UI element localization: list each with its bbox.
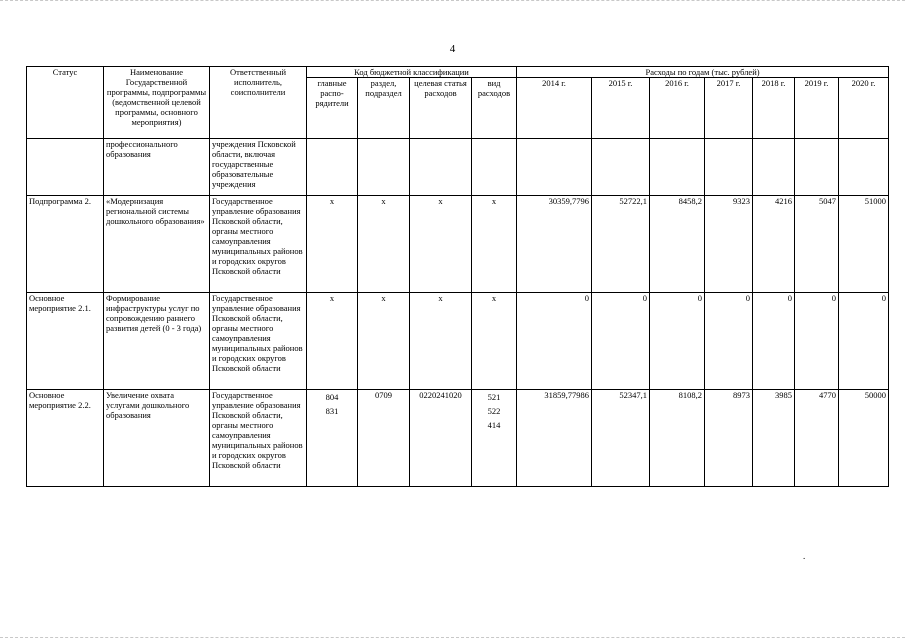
header-year: 2017 г. <box>705 78 753 139</box>
header-budget-code: Код бюджетной классификации <box>307 67 517 78</box>
cell-code <box>358 139 410 196</box>
cell-responsible: учреждения Псковской области, включая государственные образовательные учреждения <box>210 139 307 196</box>
cell-code <box>410 139 472 196</box>
cell-value <box>650 139 705 196</box>
header-responsible: Ответственный исполнитель, соисполнители <box>210 67 307 139</box>
cell-status: Основное мероприятие 2.2. <box>27 390 104 487</box>
cell-value: 30359,7796 <box>517 196 592 293</box>
table-row <box>27 139 889 196</box>
cell-value: 31859,77986 <box>517 390 592 487</box>
cell-value: 0 <box>705 293 753 390</box>
cell-value <box>592 139 650 196</box>
header-year: 2015 г. <box>592 78 650 139</box>
table-row <box>27 196 889 293</box>
header-chief-administrators: главные распо-рядители <box>307 78 358 139</box>
cell-value: 0 <box>753 293 795 390</box>
cell-value: 0 <box>592 293 650 390</box>
cell-code: 0709 <box>358 390 410 487</box>
cell-value <box>753 139 795 196</box>
cell-name: «Модернизация региональной системы дошкольного образования» <box>104 196 210 293</box>
cell-status: Основное мероприятие 2.1. <box>27 293 104 390</box>
cell-responsible: Государственное управление образования Псковской области, органы местного самоуправления муниципальных районов и городских округов Псковской области <box>210 196 307 293</box>
cell-code: 804 831 <box>307 390 358 487</box>
cell-code: х <box>307 293 358 390</box>
footer-mark: . <box>803 551 806 561</box>
header-year: 2020 г. <box>839 78 889 139</box>
cell-code: х <box>410 293 472 390</box>
cell-value: 5047 <box>795 196 839 293</box>
cell-value: 51000 <box>839 196 889 293</box>
cell-value <box>705 139 753 196</box>
cell-code: х <box>472 293 517 390</box>
cell-value: 8973 <box>705 390 753 487</box>
cell-value: 0 <box>795 293 839 390</box>
header-year: 2014 г. <box>517 78 592 139</box>
header-year: 2018 г. <box>753 78 795 139</box>
cell-value: 50000 <box>839 390 889 487</box>
cell-value <box>795 139 839 196</box>
budget-table <box>26 66 889 487</box>
cell-status: Подпрограмма 2. <box>27 196 104 293</box>
cell-value: 9323 <box>705 196 753 293</box>
header-name: Наименование Государственной программы, подпрограммы (ведомственной целевой программы, основного мероприятия) <box>104 67 210 139</box>
cell-value: 3985 <box>753 390 795 487</box>
cell-code <box>472 139 517 196</box>
cell-value: 8108,2 <box>650 390 705 487</box>
cell-value <box>517 139 592 196</box>
header-target-article: целевая статья расходов <box>410 78 472 139</box>
header-section: раздел, подраздел <box>358 78 410 139</box>
header-row-1 <box>27 67 889 78</box>
header-year: 2019 г. <box>795 78 839 139</box>
cell-value: 4770 <box>795 390 839 487</box>
cell-name: Формирование инфраструктуры услуг по сопровождению раннего развития детей (0 - 3 года) <box>104 293 210 390</box>
table-row <box>27 390 889 487</box>
cell-code: х <box>410 196 472 293</box>
cell-name: профессионального образования <box>104 139 210 196</box>
table-row <box>27 293 889 390</box>
cell-code: 0220241020 <box>410 390 472 487</box>
cell-value: 52347,1 <box>592 390 650 487</box>
cell-value: 52722,1 <box>592 196 650 293</box>
cell-value: 0 <box>650 293 705 390</box>
cell-code: 521 522 414 <box>472 390 517 487</box>
cell-value: 0 <box>839 293 889 390</box>
cell-value: 4216 <box>753 196 795 293</box>
cell-responsible: Государственное управление образования Псковской области, органы местного самоуправления муниципальных районов и городских округов Псковской области <box>210 390 307 487</box>
cell-value: 0 <box>517 293 592 390</box>
cell-code: х <box>358 196 410 293</box>
cell-code: х <box>472 196 517 293</box>
cell-code: х <box>358 293 410 390</box>
cell-value <box>839 139 889 196</box>
cell-value: 8458,2 <box>650 196 705 293</box>
cell-responsible: Государственное управление образования Псковской области, органы местного самоуправления муниципальных районов и городских округов Псковской области <box>210 293 307 390</box>
header-expense-type: вид расходов <box>472 78 517 139</box>
cell-status <box>27 139 104 196</box>
cell-name: Увеличение охвата услугами дошкольного образования <box>104 390 210 487</box>
header-expenses: Расходы по годам (тыс. рублей) <box>517 67 889 78</box>
header-year: 2016 г. <box>650 78 705 139</box>
cell-code: х <box>307 196 358 293</box>
header-status: Статус <box>27 67 104 139</box>
cell-code <box>307 139 358 196</box>
page-number: 4 <box>449 43 456 55</box>
